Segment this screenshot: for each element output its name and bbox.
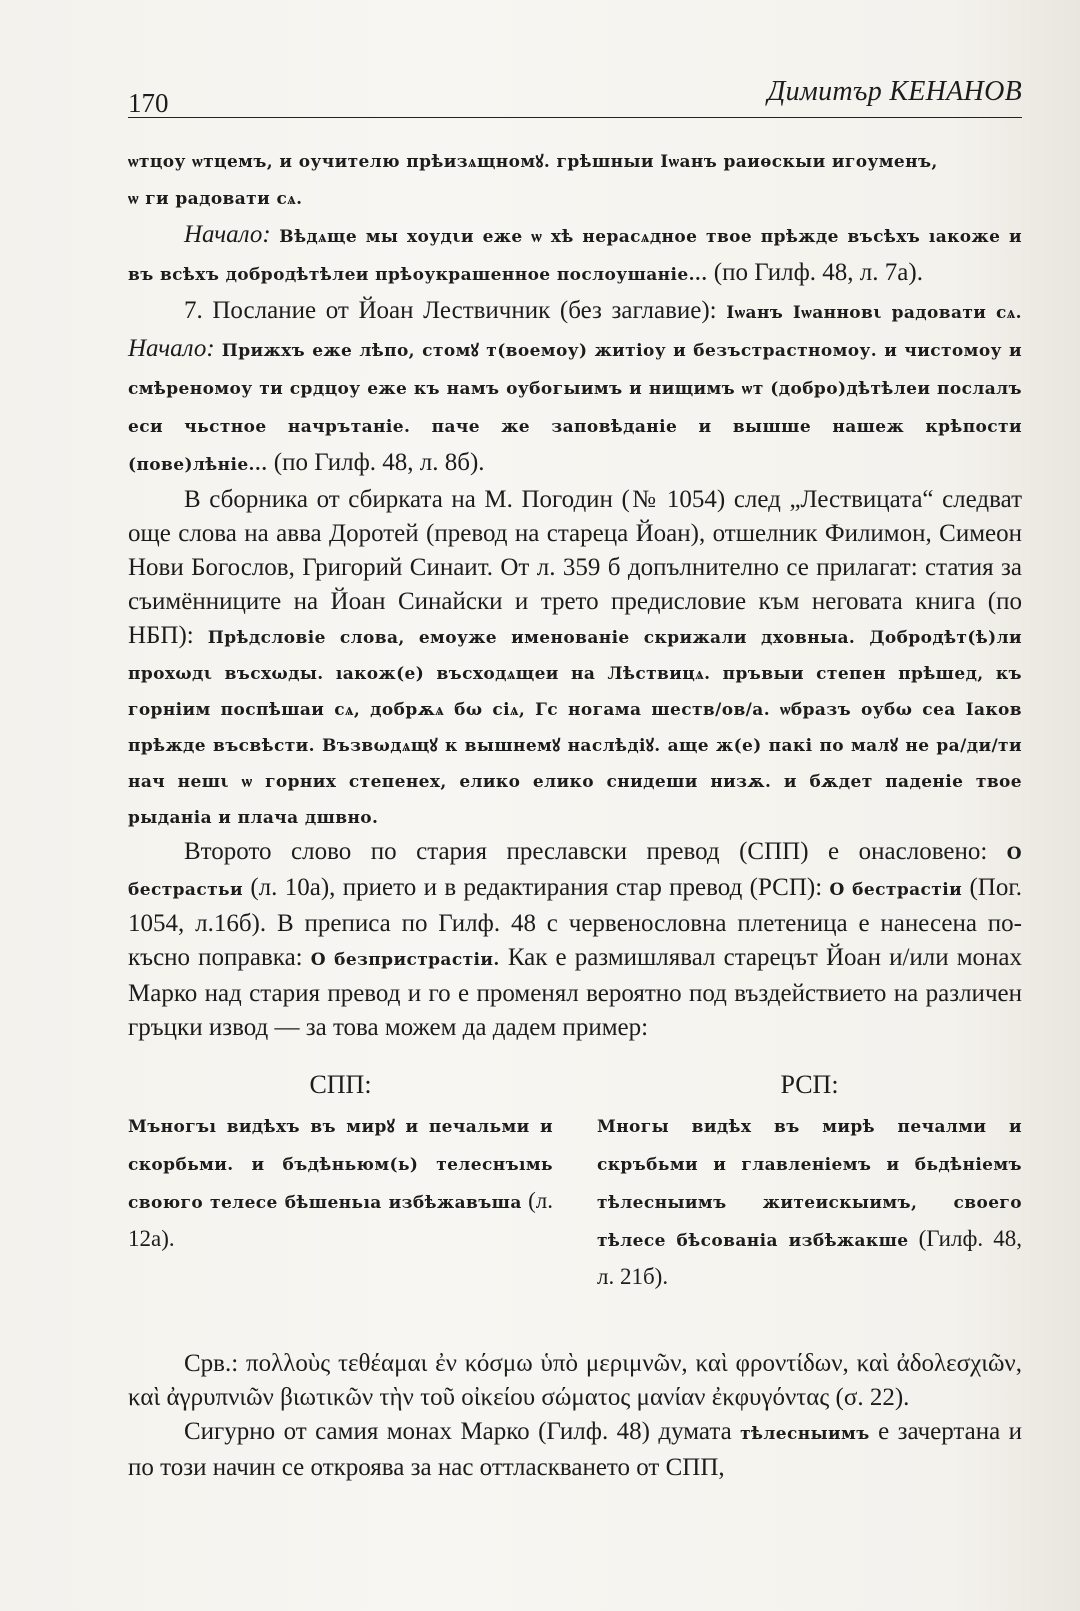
column-heading: СПП:: [309, 1070, 372, 1099]
manuscript-reference: (по Гилф. 48, л. 8б).: [273, 449, 485, 476]
running-head: Димитър КЕНАНОВ: [767, 76, 1022, 107]
column-text: [128, 1107, 553, 1257]
epistle-intro: 7. Послание от Йоан Лествичник (без заглавие):: [184, 297, 717, 324]
paragraph-text: е зачертана и по този начин се откроява за нас оттласкването от СПП,: [128, 1418, 1023, 1481]
translation-comparison: [128, 1067, 1022, 1295]
column-text: [597, 1107, 1022, 1295]
page-number: 170: [128, 88, 169, 118]
paragraph-incipit-1: [128, 217, 1022, 293]
column-heading: РСП:: [780, 1070, 839, 1099]
paragraph-text: (л. 10а), прието и в редактирания стар превод (РСП):: [250, 874, 823, 901]
paragraph-text: Как е размишлявал старецът Йоан и/или монах Марко над стария превод и го е променял вероятно под въздействието на различен гръцки извод — за това можем да дадем пример:: [128, 944, 1023, 1041]
incipit-label: Начало:: [184, 221, 271, 248]
header-rule: [128, 117, 1022, 118]
manuscript-reference: (Гилф. 48, л. 21б).: [597, 1226, 1022, 1289]
church-slavonic-text: О бестрастiи: [829, 880, 963, 900]
paragraph-second-word: [128, 835, 1022, 1045]
paragraph-greek-comparison: [128, 1347, 1022, 1415]
paragraph-text: Сигурно от самия монах Марко (Гилф. 48) думата: [184, 1418, 732, 1445]
incipit-label: Начало:: [128, 335, 215, 362]
paragraph-epistle: [128, 293, 1022, 483]
paragraph-salutation: [128, 143, 1022, 217]
church-slavonic-text: Мъногъı видѣхъ въ мирꙋ и печальми и скорбьми. и бъдѣньюм(ь) телеснъıмь своюго телесе бѣшеньıа избѣжавъша: [128, 1117, 553, 1213]
church-slavonic-text: Вѣдѧще мы хоудιи еже ѡ хѣ нерасѧдное твое прѣжде въсѣхъ ıакоже и въ всѣхъ добродѣтѣлеи прѣоукрашенное послоушанiе...: [128, 227, 1022, 285]
page-body: [128, 143, 1022, 1485]
paragraph-pogodin: [128, 483, 1022, 835]
church-slavonic-text: тѣлесныимъ: [740, 1424, 870, 1444]
manuscript-reference: (по Гилф. 48, л. 7а).: [713, 259, 923, 286]
comparison-column-spp: [128, 1067, 553, 1295]
church-slavonic-text: О безпристрастiи.: [310, 950, 500, 970]
church-slavonic-text: Прижхъ еже лѣпо, стомꙋ т(воемоу) житiоу и безъстрастномоу. и чистомоу и смѣреномоу ти срдцоу еже къ намъ оубогыимъ и нищимъ ѡт (добро)дѣтѣлеи послалъ еси чьстное начрътанiе. паче же заповѣданiе и вышше нашеж крѣпости (пове)лѣнiе...: [128, 341, 1023, 475]
church-slavonic-text: Прѣдсловiе слова, емоуже именованiе скрижали дховныа. Добродѣт(ѣ)ли прохωдι въсхωды. ıакож(е) въсходѧщеи на Лѣствицѧ. пръвыи степен прѣшед, къ горнiим поспѣшаи сѧ, добрѫѧ бω сiѧ, Гс ногама шеств/ов/а. ѡбразъ оубω сеа Iаков прѣжде въсвѣсти. Възвωдѧщꙋ к вышнемꙋ наслѣдiꙋ. аще ж(е) пакi по малꙋ не ра/ди/ти нач нешι ѡ горних степенех, елико елико снидеши низѫ. и бѫдет паденiе твое рыданiа и плача дшвно.: [128, 628, 1022, 828]
church-slavonic-text: ѡтцоу ѡтцемъ, и оучителю прѣизѧщномꙋ. грѣшныи Iѡанъ раиѳскыи игоуменъ,: [128, 152, 938, 172]
paragraph-text: Второто слово по стария преславски превод (СПП) е онасловено:: [184, 838, 988, 865]
church-slavonic-text: Многы видѣх въ мирѣ печалми и скръбьми и главленiемъ и бьдѣнiемъ тѣлесныимъ житеискыимъ, своего тѣлесе бѣсованiа избѣжакше: [597, 1117, 1022, 1251]
church-slavonic-text: ѡ ги радовати сѧ.: [128, 189, 303, 209]
paragraph-monk-marko: [128, 1415, 1022, 1485]
paragraph-text: (Пог. 1054, л.16б). В преписа по Гилф. 48 с червенословна плетеница е нанесена по-късно поправка:: [128, 874, 1023, 971]
church-slavonic-text: О бестрастьи: [128, 844, 1023, 900]
page-header: [128, 74, 1022, 118]
paragraph-text: В сборника от сбирката на М. Погодин (№ 1054) след „Лествицата“ следват още слова на авва Доротей (превод на стареца Йоан), отшелник Филимон, Симеон Нови Богослов, Григорий Синаит. От л. 359 б допълнително се прилагат: статия за съимённиците на Йоан Синайски и трето предисловие към неговата книга (по НБП):: [128, 486, 1022, 649]
church-slavonic-text: Iѡанъ Iѡанновι радовати сѧ.: [726, 303, 1022, 323]
comparison-column-rsp: [597, 1067, 1022, 1295]
manuscript-reference: (л. 12а).: [128, 1188, 553, 1251]
greek-text: Срв.: πολλοὺς τεθέαμαι ἐν κόσμω ὑπὸ μεριμνῶν, καὶ φροντίδων, καὶ ἀδολεσχιῶν, καὶ ἀγρυπνιῶν βιωτικῶν τὴν τοῦ οἰκείου σώματος μανίαν ἐκφυγόντας (σ. 22).: [128, 1350, 1022, 1411]
